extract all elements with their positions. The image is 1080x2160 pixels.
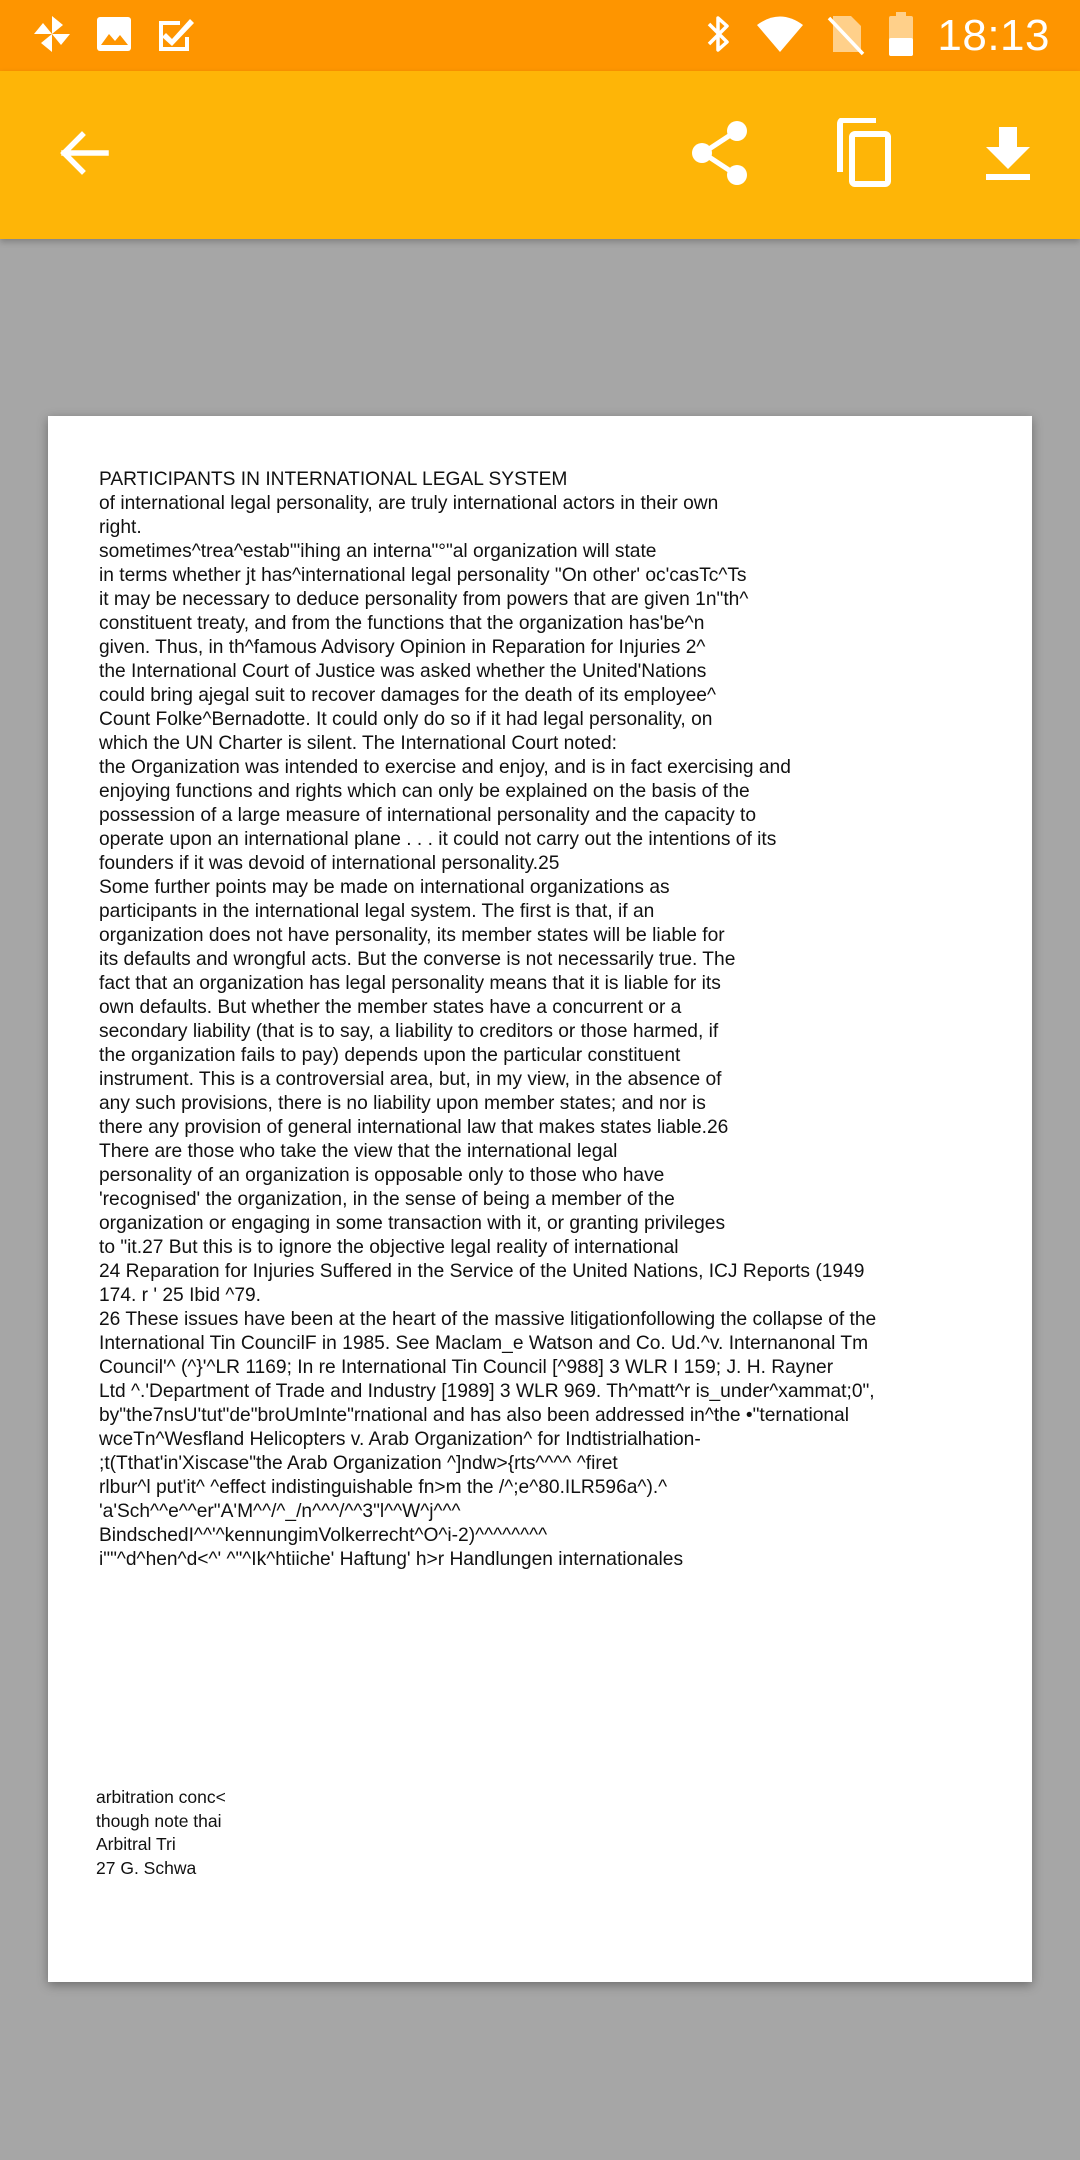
document-line: organization does not have personality, its member states will be liable for xyxy=(99,925,725,946)
footnote-line: arbitration conc< xyxy=(96,1787,226,1807)
document-line: of international legal personality, are truly international actors in their own xyxy=(99,493,719,514)
bluetooth-icon xyxy=(703,12,733,61)
document-text xyxy=(99,468,999,1572)
document-line: constituent treaty, and from the functions that the organization has'be^n xyxy=(99,613,705,634)
wifi-icon xyxy=(755,14,805,59)
checkbox-icon xyxy=(154,13,196,60)
document-line: it may be necessary to deduce personality from powers that are given 1n"th^ xyxy=(99,589,749,610)
footnote-line: 27 G. Schwa xyxy=(96,1857,197,1878)
footnote-line: though note thai xyxy=(96,1810,222,1831)
document-line: personality of an organization is opposable only to those who have xyxy=(99,1165,665,1186)
document-line: own defaults. But whether the member states have a concurrent or a xyxy=(99,997,682,1018)
share-icon xyxy=(689,120,751,191)
document-line: PARTICIPANTS IN INTERNATIONAL LEGAL SYSTEM xyxy=(99,469,568,490)
document-line: i""^d^hen^d<^' ^"^Ik^htiiche' Haftung' h>r Handlungen internationales xyxy=(99,1549,684,1570)
document-line: the Organization was intended to exercise and enjoy, and is in fact exercising and xyxy=(99,757,791,778)
document-line: International Tin CouncilF in 1985. See Maclam_e Watson and Co. Ud.^v. Internanonal Tm xyxy=(99,1333,869,1354)
footnote-line: Arbitral Tri xyxy=(96,1834,176,1854)
document-line: there any provision of general international law that makes states liable.26 xyxy=(99,1117,729,1138)
document-line: 174. r ' 25 Ibid ^79. xyxy=(99,1285,262,1306)
download-icon xyxy=(982,125,1034,186)
document-line: Some further points may be made on international organizations as xyxy=(99,877,670,898)
battery-icon xyxy=(887,11,915,62)
document-line: possession of a large measure of international personality and the capacity to xyxy=(99,805,757,826)
image-icon xyxy=(94,14,134,59)
document-footnote-fragment xyxy=(96,1786,226,1880)
document-line: ;t(Tthat'in'Xiscase"the Arab Organization ^]ndw>{rts^^^^ ^firet xyxy=(99,1453,618,1474)
download-button[interactable] xyxy=(968,115,1048,195)
document-line: 24 Reparation for Injuries Suffered in the Service of the United Nations, ICJ Reports (1949 xyxy=(99,1261,865,1282)
copy-icon xyxy=(832,118,894,193)
document-line: could bring ajegal suit to recover damages for the death of its employee^ xyxy=(99,685,716,706)
document-line: secondary liability (that is to say, a liability to creditors or those harmed, if xyxy=(99,1021,719,1042)
document-line: fact that an organization has legal personality means that it is liable for its xyxy=(99,973,721,994)
document-line: rlbur^l put'it^ ^effect indistinguishable fn>m the /^;e^80.ILR596a^).^ xyxy=(99,1477,668,1498)
document-line: the organization fails to pay) depends upon the particular constituent xyxy=(99,1045,681,1066)
back-button[interactable] xyxy=(44,115,124,195)
document-line: to "it.27 But this is to ignore the objective legal reality of international xyxy=(99,1237,679,1258)
share-button[interactable] xyxy=(680,115,760,195)
document-line: 'a'Sch^^e^^er"A'M^^/^_/n^^^/^^3"l^^W^j^^^ xyxy=(99,1501,461,1522)
status-right-icons xyxy=(703,8,1050,64)
document-line: participants in the international legal system. The first is that, if an xyxy=(99,901,655,922)
document-line: 'recognised' the organization, in the sense of being a member of the xyxy=(99,1189,675,1210)
document-line: organization or engaging in some transaction with it, or granting privileges xyxy=(99,1213,726,1234)
pinwheel-icon xyxy=(30,12,74,61)
document-line: 26 These issues have been at the heart of the massive litigationfollowing the collapse of the xyxy=(99,1309,877,1330)
document-line: founders if it was devoid of international personality.25 xyxy=(99,853,560,874)
copy-button[interactable] xyxy=(823,115,903,195)
status-bar xyxy=(0,0,1080,71)
document-line: BindschedI^^'^kennungimVolkerrecht^O^i-2)^^^^^^^^ xyxy=(99,1525,548,1546)
document-line: operate upon an international plane . . . it could not carry out the intentions of its xyxy=(99,829,777,850)
document-line: any such provisions, there is no liability upon member states; and nor is xyxy=(99,1093,706,1114)
document-line: which the UN Charter is silent. The International Court noted: xyxy=(99,733,617,754)
document-page xyxy=(48,416,1032,1982)
document-line: sometimes^trea^estab'"ihing an interna"°"al organization will state xyxy=(99,541,657,562)
status-left-icons xyxy=(30,10,196,62)
document-line: Count Folke^Bernadotte. It could only do so if it had legal personality, on xyxy=(99,709,713,730)
document-line: given. Thus, in th^famous Advisory Opinion in Reparation for Injuries 2^ xyxy=(99,637,706,658)
document-line: the International Court of Justice was asked whether the United'Nations xyxy=(99,661,707,682)
document-line: There are those who take the view that the international legal xyxy=(99,1141,618,1162)
document-line: right. xyxy=(99,517,142,538)
document-line: enjoying functions and rights which can only be explained on the basis of the xyxy=(99,781,750,802)
document-line: by"the7nsU'tut"de"broUmInte"rnational and has also been addressed in^the •"ternational xyxy=(99,1405,849,1426)
document-line: instrument. This is a controversial area, but, in my view, in the absence of xyxy=(99,1069,722,1090)
document-line: Council'^ (^}'^LR 1169; In re International Tin Council [^988] 3 WLR I 159; J. H. Rayner xyxy=(99,1357,834,1378)
no-sim-icon xyxy=(827,12,865,61)
document-line: wceTn^Wesfland Helicopters v. Arab Organization^ for Indtistrialhation- xyxy=(99,1429,701,1450)
document-line: its defaults and wrongful acts. But the converse is not necessarily true. The xyxy=(99,949,736,970)
status-time: 18:13 xyxy=(937,11,1050,60)
arrow-back-icon xyxy=(56,125,112,186)
document-line: Ltd ^.'Department of Trade and Industry [1989] 3 WLR 969. Th^matt^r is_under^xammat;0", xyxy=(99,1381,875,1402)
document-line: in terms whether jt has^international legal personality "On other' oc'casTc^Ts xyxy=(99,565,747,586)
app-toolbar xyxy=(0,71,1080,239)
